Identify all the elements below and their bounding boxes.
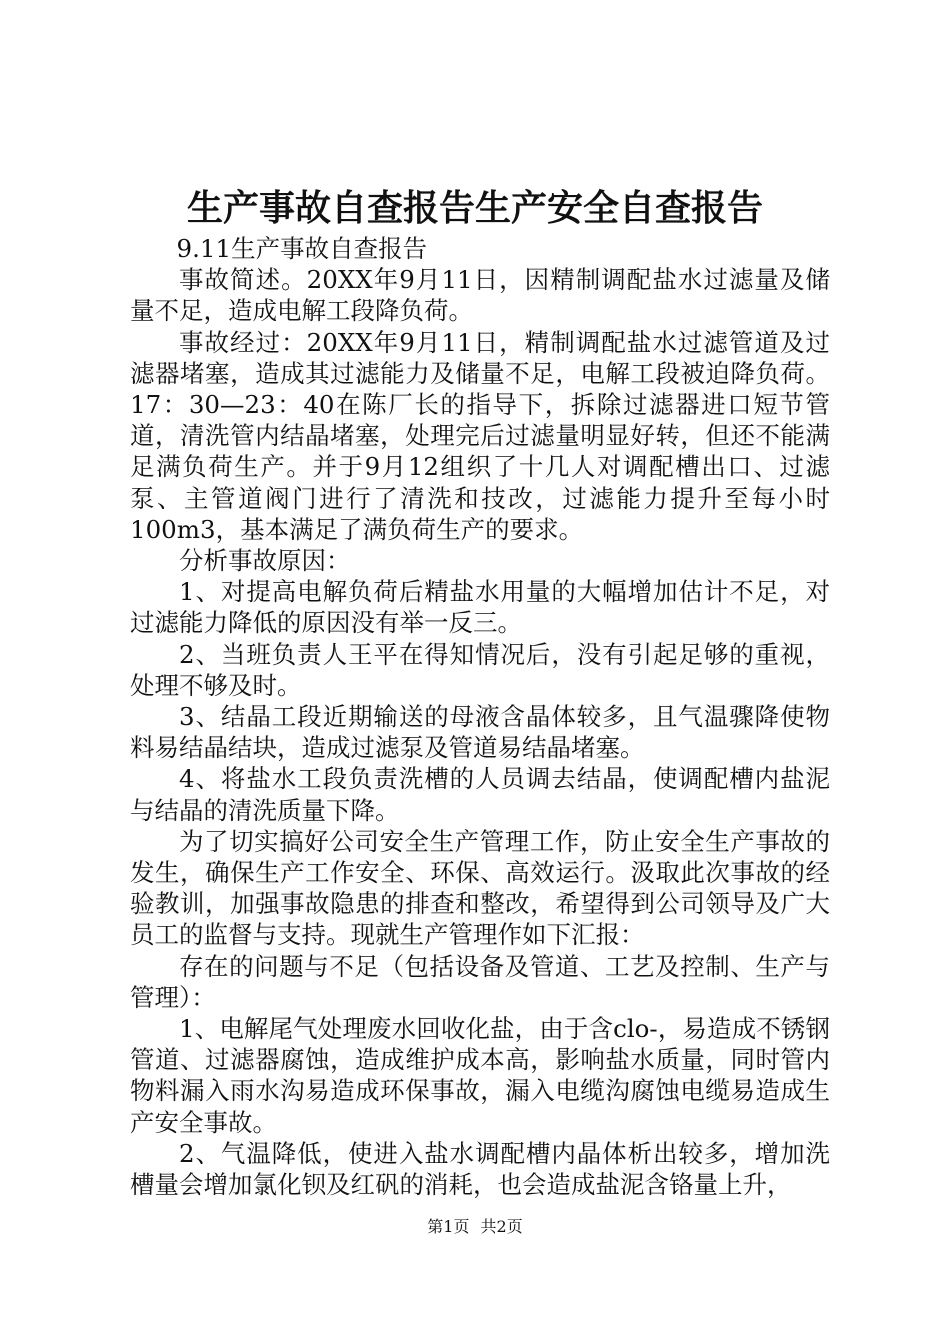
paragraph-report-intro: 为了切实搞好公司安全生产管理工作，防止安全生产事故的发生，确保生产工作安全、环保、高效运行。汲取此次事故的经验教训，加强事故隐患的排查和整改，希望得到公司领导及广大员工的监督与支持。现就生产管理作如下汇报： xyxy=(130,826,830,950)
page-number: 第1页 xyxy=(427,1217,470,1236)
paragraph-issues-heading: 存在的问题与不足（包括设备及管道、工艺及控制、生产与管理）： xyxy=(130,951,830,1012)
document-body xyxy=(130,233,830,1200)
page-footer xyxy=(0,1216,950,1238)
paragraph-summary: 事故简述。20XX年9月11日，因精制调配盐水过滤量及储量不足，造成电解工段降负荷。 xyxy=(130,265,830,326)
paragraph-subtitle: 9.11生产事故自查报告 xyxy=(176,234,428,263)
paragraph-issue-2: 2、气温降低，使进入盐水调配槽内晶体析出较多，增加洗槽量会增加氯化钡及红矾的消耗，也会造成盐泥含铬量上升， xyxy=(130,1138,830,1200)
paragraph-cause-4: 4、将盐水工段负责洗槽的人员调去结晶，使调配槽内盐泥与结晶的清洗质量下降。 xyxy=(130,764,830,825)
paragraph-issue-1: 1、电解尾气处理废水回收化盐，由于含clo-，易造成不锈钢管道、过滤器腐蚀，造成维护成本高，影响盐水质量，同时管内物料漏入雨水沟易造成环保事故，漏入电缆沟腐蚀电缆易造成生产安全事故。 xyxy=(130,1014,830,1137)
paragraph-cause-2: 2、当班负责人王平在得知情况后，没有引起足够的重视，处理不够及时。 xyxy=(130,639,830,700)
paragraph-process: 事故经过：20XX年9月11日，精制调配盐水过滤管道及过滤器堵塞，造成其过滤能力及储量不足，电解工段被迫降负荷。17：30—23：40在陈厂长的指导下，拆除过滤器进口短节管道，清洗管内结晶堵塞，处理完后过滤量明显好转，但还不能满足满负荷生产。并于9月12组织了十几人对调配槽出口、过滤泵、主管道阀门进行了清洗和技改，过滤能力提升至每小时100m3，基本满足了满负荷生产的要求。 xyxy=(130,327,830,544)
paragraph-cause-heading: 分析事故原因： xyxy=(179,546,351,576)
page-total: 共2页 xyxy=(480,1217,523,1236)
document-title: 生产事故自查报告生产安全自查报告 xyxy=(186,187,763,229)
paragraph-cause-1: 1、对提高电解负荷后精盐水用量的大幅增加估计不足，对过滤能力降低的原因没有举一反三。 xyxy=(130,577,830,638)
paragraph-cause-3: 3、结晶工段近期输送的母液含晶体较多，且气温骤降使物料易结晶结块，造成过滤泵及管道易结晶堵塞。 xyxy=(130,702,830,763)
